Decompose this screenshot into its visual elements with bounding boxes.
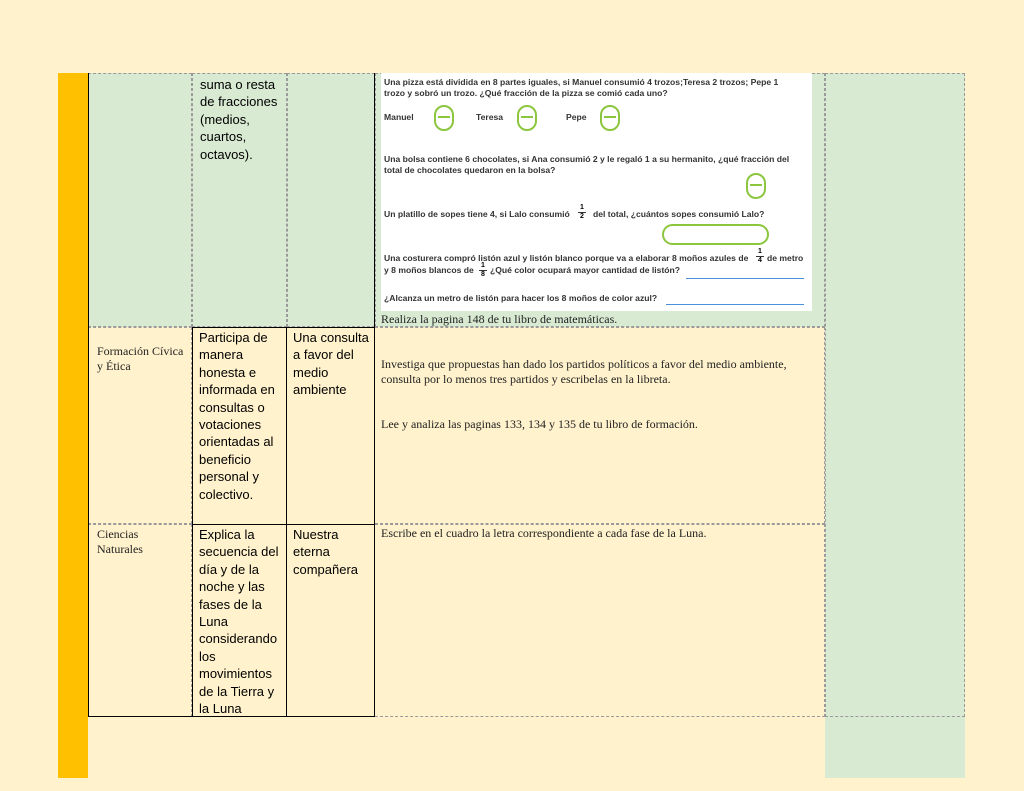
answer-oval-sopes [662,224,769,245]
row2-learning-text: Participa de manera honesta e informada en consultas o votaciones orientadas al beneficio personal y colectivo. [199,330,275,502]
worksheet-name-teresa: Teresa [476,112,504,122]
row3-learning-cell [192,524,287,717]
worksheet-problem-5: ¿Alcanza un metro de listón para hacer los 8 moños de color azul? [384,293,658,303]
activity-column-divider [374,327,375,717]
fraction-one-quarter [756,248,764,265]
row2-activity-2: Lee y analiza las paginas 133, 134 y 135 de tu libro de formación. [381,417,698,431]
answer-line-color [686,278,804,279]
row3-topic-cell [287,524,375,717]
worksheet-problem-4d: ¿Qué color ocupará mayor cantidad de listón? [490,265,681,275]
row2-subject-cell [88,327,192,524]
worksheet-problem-3a: Un platillo de sopes tiene 4, si Lalo consumió [384,209,570,219]
worksheet-problem-3b: del total, ¿cuántos sopes consumió Lalo? [593,209,765,219]
row2-activity-1: Investiga que propuestas han dado los partidos políticos a favor del medio ambiente, consulta por lo menos tres partidos y escribelas en la libreta. [381,357,787,386]
fractions-worksheet-image [381,73,812,311]
row3-learning-text: Explica la secuencia del día y de la noche y las fases de la Luna considerando los movimientos de la Tierra y la Luna [199,527,279,717]
row3-topic-text: Nuestra eterna compañera [293,527,359,577]
activity-column-divider-top [374,73,375,327]
answer-oval-chocolates [746,173,766,199]
worksheet-problem-2: Una bolsa contiene 6 chocolates, si Ana consumió 2 y le regaló 1 a su hermanito, ¿qué fracción del total de chocolates quedaron en la bolsa? [384,154,790,175]
row1-topic-cell [287,73,375,327]
fraction-quarter-numerator: 1 [758,248,762,255]
row2-learning-cell [192,327,287,524]
answer-oval-pepe [600,105,620,131]
fraction-eighth-numerator: 1 [481,262,485,269]
row2-activity-cell [375,327,825,524]
table-left-border-top [88,73,89,327]
row2-topic-text: Una consulta a favor del medio ambiente [293,330,369,398]
worksheet-problem-4b: de metro [767,253,804,263]
worksheet-problem-1: Una pizza está dividida en 8 partes iguales, si Manuel consumió 4 trozos;Teresa 2 trozos; Pepe 1 trozo y sobró un trozo. ¿Qué fracción de la pizza se comió cada uno? [384,77,779,98]
answer-oval-teresa [517,105,537,131]
row2-subject: Formación Cívica y Ética [97,344,184,373]
row3-subject: Ciencias Naturales [97,527,143,556]
row1-subject-cell [88,73,192,327]
answer-oval-manuel [434,105,454,131]
fraction-eighth-denominator: 8 [479,270,487,279]
worksheet-problem-4a: Una costurera compró listón azul y listón blanco porque va a elaborar 8 moños azules de [384,253,749,263]
table-bottom-border [88,716,375,717]
fraction-half-denominator: 2 [578,212,586,221]
row1-learning-cell [192,73,287,327]
table-left-border [88,327,89,717]
row1-learning-text: suma o resta de fracciones (medios, cuartos, octavos). [200,77,278,162]
right-notes-column [825,73,965,717]
row1-activity-footer: Realiza la pagina 148 de tu libro de matemáticas. [381,312,618,326]
worksheet-name-pepe: Pepe [566,112,587,122]
fraction-one-half [578,204,586,221]
fraction-one-eighth [479,262,487,279]
left-color-strip [58,73,88,778]
row3-activity-cell [375,524,825,717]
row2-topic-cell [287,327,375,524]
right-column-extension [825,717,965,778]
worksheet-problem-4c: y 8 moños blancos de [384,265,474,275]
answer-line-ribbon [666,304,804,305]
row3-activity: Escribe en el cuadro la letra correspondiente a cada fase de la Luna. [381,526,707,540]
fraction-quarter-denominator: 4 [756,256,764,265]
fraction-half-numerator: 1 [580,204,584,211]
row3-subject-cell [88,524,192,717]
worksheet-name-manuel: Manuel [384,112,414,122]
